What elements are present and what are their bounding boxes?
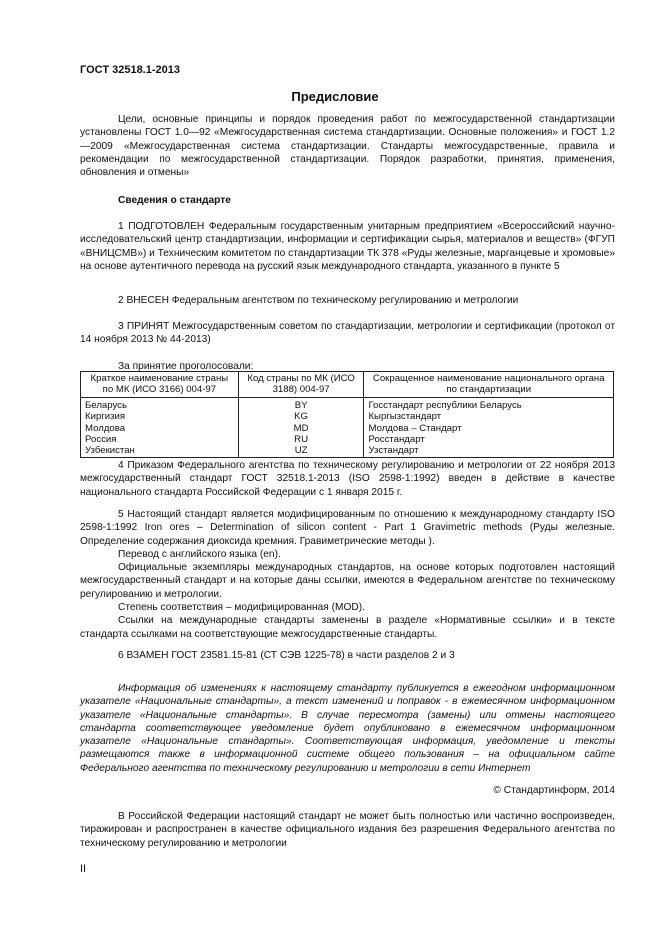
- item-5-references: Ссылки на международные стандарты заменены в разделе «Нормативные ссылки» и в тексте стандарта ссылками на соответствующие межгосударственные стандарты.: [80, 615, 615, 640]
- table-cell-code: RU: [238, 434, 364, 445]
- table-lead: За принятие проголосовали:: [118, 361, 254, 372]
- table-row: [81, 423, 614, 434]
- table-header-code: Код страны по МК (ИСО 3188) 004-97: [238, 372, 364, 398]
- item-3-block: [80, 320, 615, 347]
- item-6-paragraph: 6 ВЗАМЕН ГОСТ 23581.15-81 (СТ СЭВ 1225-78) в части разделов 2 и 3: [118, 650, 455, 661]
- table-cell-country: Россия: [81, 434, 239, 445]
- item-2-block: [80, 294, 615, 307]
- copyright-line: © Стандартинформ, 2014: [493, 785, 615, 796]
- reproduction-block: [80, 810, 615, 850]
- table-row: [81, 445, 614, 457]
- table-cell-body: Узстандарт: [364, 445, 614, 457]
- reproduction-paragraph: В Российской Федерации настоящий стандарт не может быть полностью или частично воспроизведен, тиражирован и распространен в качестве официального издания без разрешения Федерального агентства по техническому регулированию и метрологии: [80, 811, 615, 849]
- table-cell-country: Молдова: [81, 423, 239, 434]
- item-3-paragraph: 3 ПРИНЯТ Межгосударственным советом по стандартизации, метрологии и сертификации (протокол от 14 ноября 2013 № 44-2013): [80, 321, 615, 346]
- table-cell-country: Узбекистан: [81, 445, 239, 457]
- item-5-copies: Официальные экземпляры международных стандартов, на основе которых подготовлен настоящий межгосударственный стандарт и на которые даны ссылки, имеются в Федеральном агентстве по техническому регулированию и метрологии.: [80, 562, 615, 600]
- table-header-country: Краткое наименование страны по МК (ИСО 3166) 004-97: [81, 372, 239, 398]
- notice-block: [80, 682, 615, 775]
- table-row: [81, 411, 614, 422]
- table-cell-code: BY: [238, 397, 364, 411]
- document-code: ГОСТ 32518.1-2013: [80, 64, 180, 76]
- table-header-row: [81, 372, 614, 398]
- voting-table: [80, 371, 614, 458]
- table-cell-body: Кыргызстандарт: [364, 411, 614, 422]
- intro-block: [80, 113, 615, 179]
- item-2-paragraph: 2 ВНЕСЕН Федеральным агентством по техническому регулированию и метрологии: [118, 295, 519, 306]
- item-4-block: [80, 459, 615, 499]
- item-5-degree: Степень соответствия – модифицированная (MOD).: [118, 602, 366, 614]
- table-cell-code: MD: [238, 423, 364, 434]
- item-5-paragraph: 5 Настоящий стандарт является модифицированным по отношению к международному стандарту ISO 2598-1:1992 Iron ores – Determination of silicon content - Part 1 Gravimetric methods (Руды железные. Определение содержания диоксида кремния. Гравиметрические методы ).: [80, 509, 615, 547]
- table-header-body: Сокращенное наименование национального органа по стандартизации: [364, 372, 614, 398]
- notice-paragraph: Информация об изменениях к настоящему стандарту публикуется в ежегодном информационном указателе «Национальные стандарты», а текст изменений и поправок - в ежемесячном информационном указателе «Национальные стандарты». В случае пересмотра (замены) или отмены настоящего стандарта соответствующее уведомление будет опубликовано в ежемесячном информационном указателе «Национальные стандарты». Соответствующая информация, уведомление и тексты размещаются также в информационной системе общего пользования – на официальном сайте Федерального агентства по техническому регулированию и метрологии в сети Интернет: [80, 683, 615, 774]
- item-1-block: [80, 220, 615, 273]
- intro-paragraph: Цели, основные принципы и порядок проведения работ по межгосударственной стандартизации установлены ГОСТ 1.0—92 «Межгосударственная система стандартизации. Основные положения» и ГОСТ 1.2—2009 «Межгосударственная система стандартизации. Стандарты межгосударственные, правила и рекомендации по межгосударственной стандартизации. Порядок разработки, принятия, применения, обновления и отмены»: [80, 114, 615, 179]
- item-6-block: [80, 649, 615, 662]
- page-number: II: [80, 863, 87, 875]
- table-row: [81, 397, 614, 411]
- section-heading: Сведения о стандарте: [118, 195, 231, 206]
- copyright-block: [80, 784, 615, 797]
- table-cell-body: Молдова – Стандарт: [364, 423, 614, 434]
- table-cell-country: Беларусь: [81, 397, 239, 411]
- table-cell-code: UZ: [238, 445, 364, 457]
- page-title: Предисловие: [291, 89, 379, 104]
- table-cell-body: Росстандарт: [364, 434, 614, 445]
- table-row: [81, 434, 614, 445]
- table-cell-body: Госстандарт республики Беларусь: [364, 397, 614, 411]
- table-cell-country: Киргизия: [81, 411, 239, 422]
- item-5-block: [80, 508, 615, 641]
- item-5-translation: Перевод с английского языка (en).: [118, 548, 281, 560]
- section-heading-block: [80, 194, 615, 207]
- item-4-paragraph: 4 Приказом Федерального агентства по техническому регулированию и метрологии от 22 ноября 2013 межгосударственный стандарт ГОСТ 32518.1-2013 (ISO 2598-1:1992) введен в действие в качестве национального стандарта Российской Федерации с 1 января 2015 г.: [80, 460, 615, 498]
- table-cell-code: KG: [238, 411, 364, 422]
- item-1-paragraph: 1 ПОДГОТОВЛЕН Федеральным государственным унитарным предприятием «Всероссийский научно-исследовательский центр стандартизации, информации и сертификации сырья, материалов и веществ» (ФГУП «ВНИЦСМВ») и Техническим комитетом по стандартизации ТК 378 «Руды железные, марганцевые и хромовые» на основе аутентичного перевода на русский язык международного стандарта, указанного в пункте 5: [80, 221, 615, 272]
